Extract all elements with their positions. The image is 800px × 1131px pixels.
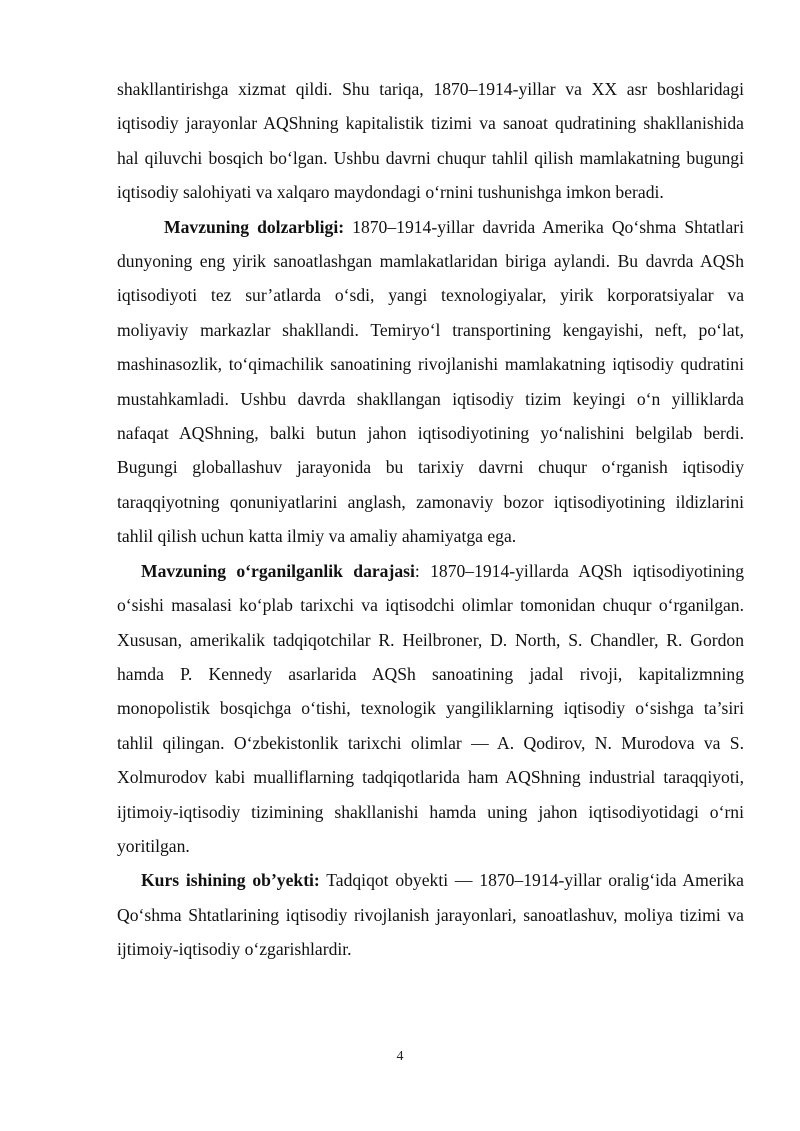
document-page (117, 72, 744, 967)
page-number: 4 (396, 1049, 404, 1064)
paragraph-intro-continuation (117, 72, 744, 210)
paragraph-relevance (117, 210, 744, 554)
paragraph-text: 1870–1914-yillar davrida Amerika Qo‘shma Shtatlari dunyoning eng yirik sanoatlashgan mamlakatlaridan biriga aylandi. Bu davrda AQSh iqtisodiyoti tez sur’atlarda o‘sdi, yangi texnologiyalar, yirik korporatsiyalar va moliyaviy markazlar shakllandi. Temiryo‘l transportining kengayishi, neft, po‘lat, mashinasozlik, to‘qimachilik sanoatining rivojlanishi mamlakatning iqtisodiy qudratini mustahkamladi. Ushbu davrda shakllangan iqtisodiy tizim keyingi o‘n yilliklarda nafaqat AQShning, balki butun jahon iqtisodiyotining yo‘nalishini belgilab berdi. Bugungi globallashuv jarayonida bu tarixiy davrni chuqur o‘rganish iqtisodiy taraqqiyotning qonuniyatlarini anglash, zamonaviy bozor iqtisodiyotining ildizlarini tahlil qilish uchun katta ilmiy va amaliy ahamiyatga ega. (117, 216, 745, 547)
paragraph-text: shakllantirishga xizmat qildi. Shu tariqa, 1870–1914-yillar va XX asr boshlaridagi iqtisodiy jarayonlar AQShning kapitalistik tizimi va sanoat qudratining shakllanishida hal qiluvchi bosqich bo‘lgan. Ushbu davrni chuqur tahlil qilish mamlakatning bugungi iqtisodiy salohiyati va xalqaro maydondagi o‘rnini tushunishga imkon beradi. (117, 79, 744, 203)
paragraph-study-degree (117, 554, 744, 864)
paragraph-text: Tadqiqot obyekti — 1870–1914-yillar oralig‘ida Amerika Qo‘shma Shtatlarining iqtisodiy rivojlanish jarayonlari, sanoatlashuv, moliya tizimi va ijtimoiy-iqtisodiy o‘zgarishlardir. (117, 870, 744, 960)
paragraph-object (117, 863, 744, 966)
paragraph-heading-study-degree: Mavzuning o‘rganilganlik darajasi (141, 560, 415, 581)
paragraph-text: : 1870–1914-yillarda AQSh iqtisodiyotining o‘sishi masalasi ko‘plab tarixchi va iqtisodchi olimlar tomonidan chuqur o‘rganilgan. Xususan, amerikalik tadqiqotchilar R. Heilbroner, D. North, S. Chandler, R. Gordon hamda P. Kennedy asarlarida AQSh sanoatining jadal rivoji, kapitalizmning monopolistik bosqichga o‘tishi, texnologik yangiliklarning iqtisodiy o‘sishga ta’siri tahlil qilingan. O‘zbekistonlik tarixchi olimlar — A. Qodirov, N. Murodova va S. Xolmurodov kabi mualliflarning tadqiqotlarida ham AQShning industrial taraqqiyoti, ijtimoiy-iqtisodiy tizimining shakllanishi hamda uning jahon iqtisodiyotidagi o‘rni yoritilgan. (117, 560, 745, 856)
paragraph-heading-object: Kurs ishining ob’yekti: (141, 870, 320, 891)
paragraph-heading-relevance: Mavzuning dolzarbligi: (164, 216, 345, 237)
